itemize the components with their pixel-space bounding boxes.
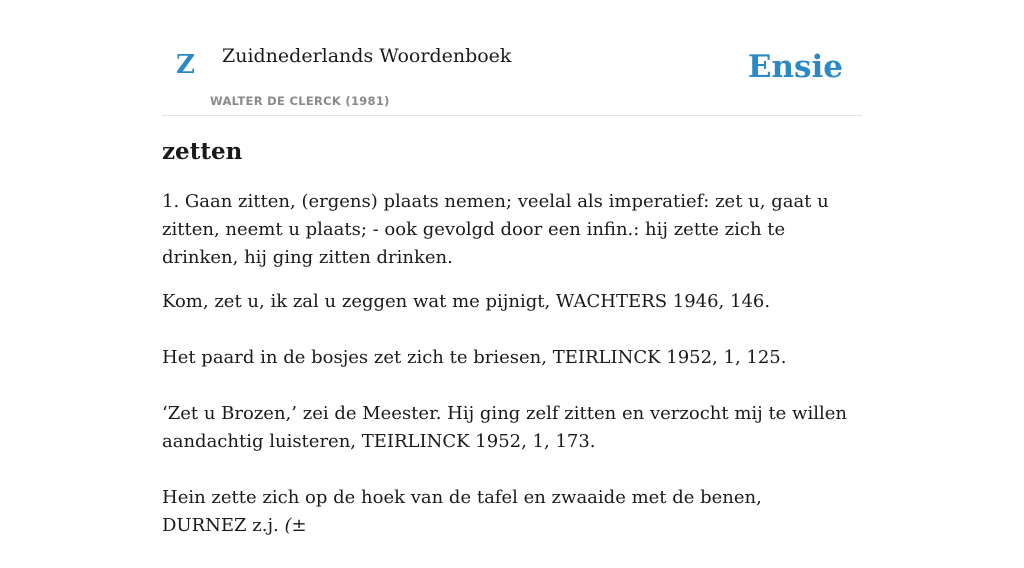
quote-text: Kom, zet u, ik zal u zeggen wat me pijnigt, WACHTERS 1946, 146. [162,290,771,312]
dictionary-title[interactable]: Zuidnederlands Woordenboek [222,45,512,67]
entry-quote [162,484,852,540]
entry-quote [162,288,852,316]
quote-date-note: (± [284,514,307,536]
entry-headword: zetten [162,138,243,165]
dictionary-author: WALTER DE CLERCK (1981) [210,94,390,108]
dictionary-header [162,0,862,116]
quote-text: Hein zette zich op de hoek van de tafel en zwaaide met de benen, DURNEZ z.j. [162,486,762,536]
entry-content [162,138,852,568]
quote-text: Het paard in de bosjes zet zich te briesen, TEIRLINCK 1952, 1, 125. [162,346,787,368]
quote-text: ‘Zet u Brozen,’ zei de Meester. Hij ging zelf zitten en verzocht mij te willen aandachtig luisteren, TEIRLINCK 1952, 1, 173. [162,402,847,452]
entry-quote [162,400,852,456]
entry-quote [162,344,852,372]
ensie-logo-link[interactable]: Ensie [747,49,843,85]
entry-definition: 1. Gaan zitten, (ergens) plaats nemen; veelal als imperatief: zet u, gaat u zitten, neemt u plaats; - ook gevolgd door een infin.: hij zette zich te drinken, hij ging zitten drinken. [162,190,829,268]
dictionary-logo-letter[interactable]: Z [176,50,195,80]
